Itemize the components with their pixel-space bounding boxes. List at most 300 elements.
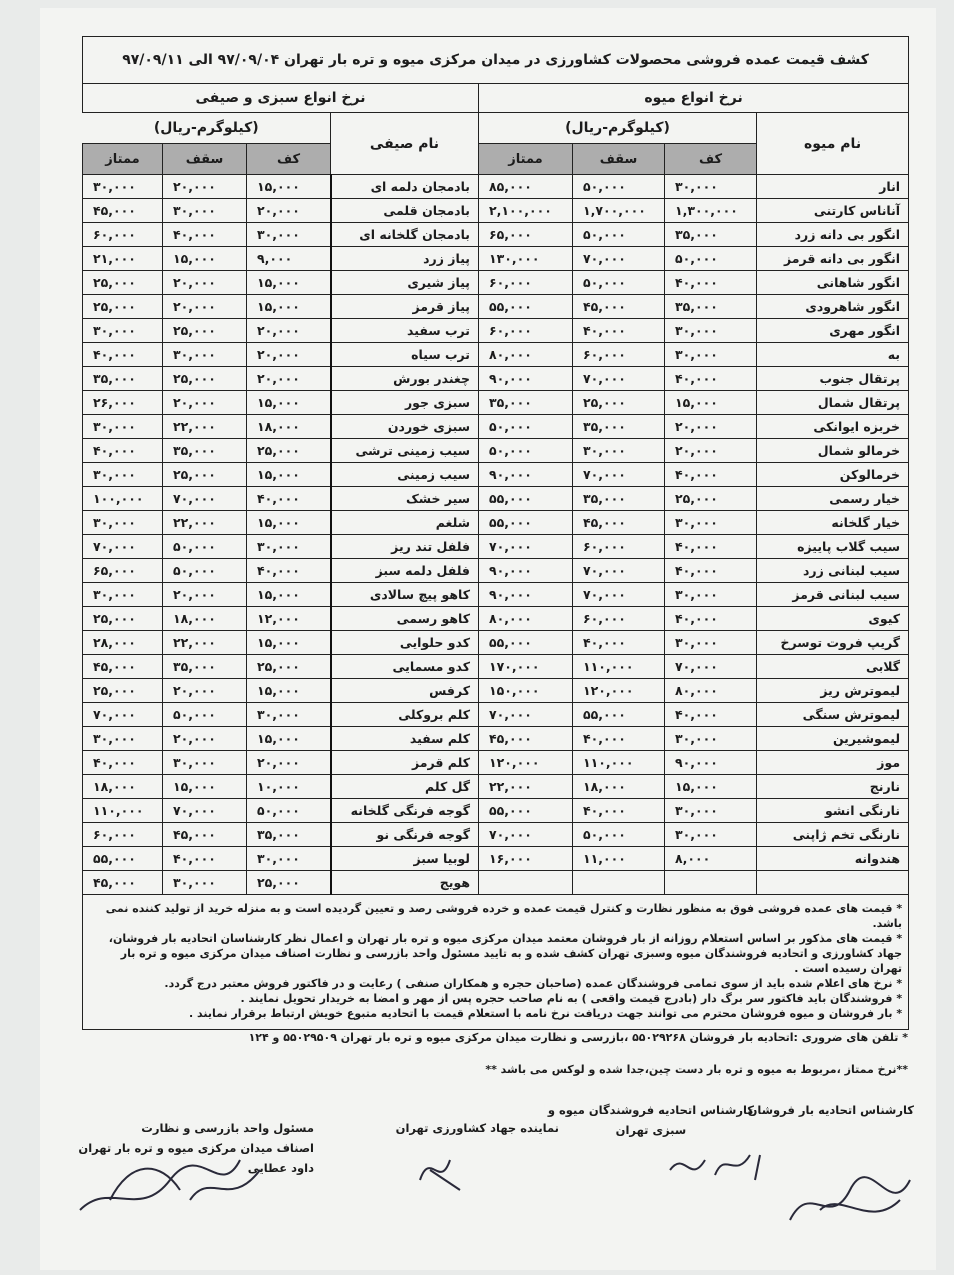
notes-box bbox=[83, 895, 909, 1030]
veg-premium-cell: ۳۵,۰۰۰ bbox=[83, 367, 163, 391]
fruit-min-cell: ۹۰,۰۰۰ bbox=[665, 751, 757, 775]
fruit-max-cell: ۷۰,۰۰۰ bbox=[573, 463, 665, 487]
fruit-premium-cell: ۱۷۰,۰۰۰ bbox=[479, 655, 573, 679]
veg-premium-cell: ۳۰,۰۰۰ bbox=[83, 727, 163, 751]
veg-min-header: کف bbox=[247, 144, 331, 175]
fruit-max-cell bbox=[573, 871, 665, 895]
veg-premium-cell: ۱۱۰,۰۰۰ bbox=[83, 799, 163, 823]
veg-name-cell: فلفل دلمه سبز bbox=[331, 559, 479, 583]
fruit-name-cell: به bbox=[757, 343, 909, 367]
price-table-container bbox=[82, 36, 908, 1030]
signature-bar-sellers bbox=[748, 1100, 914, 1120]
veg-premium-cell: ۴۵,۰۰۰ bbox=[83, 871, 163, 895]
fruit-name-cell: خرمالوکن bbox=[757, 463, 909, 487]
table-row bbox=[83, 871, 909, 895]
fruit-max-cell: ۳۰,۰۰۰ bbox=[573, 439, 665, 463]
fruit-name-cell: موز bbox=[757, 751, 909, 775]
fruit-max-cell: ۲۵,۰۰۰ bbox=[573, 391, 665, 415]
fruit-min-cell: ۳۰,۰۰۰ bbox=[665, 799, 757, 823]
fruit-min-header: کف bbox=[665, 144, 757, 175]
table-row bbox=[83, 295, 909, 319]
veg-name-cell: کدو مسمایی bbox=[331, 655, 479, 679]
veg-max-cell: ۲۰,۰۰۰ bbox=[163, 295, 247, 319]
veg-max-cell: ۵۰,۰۰۰ bbox=[163, 535, 247, 559]
veg-min-cell: ۲۵,۰۰۰ bbox=[247, 655, 331, 679]
signature-title-3: نماینده جهاد کشاورزی تهران bbox=[395, 1121, 559, 1135]
fruit-max-cell: ۷۰,۰۰۰ bbox=[573, 367, 665, 391]
veg-max-cell: ۲۲,۰۰۰ bbox=[163, 415, 247, 439]
handwritten-signature-4 bbox=[780, 1160, 930, 1240]
veg-name-cell: فلفل تند ریز bbox=[331, 535, 479, 559]
fruit-min-cell: ۳۵,۰۰۰ bbox=[665, 223, 757, 247]
fruit-max-cell: ۷۰,۰۰۰ bbox=[573, 559, 665, 583]
veg-name-cell: بادمجان قلمی bbox=[331, 199, 479, 223]
fruit-premium-cell: ۹۰,۰۰۰ bbox=[479, 583, 573, 607]
table-row bbox=[83, 559, 909, 583]
fruit-max-cell: ۵۰,۰۰۰ bbox=[573, 223, 665, 247]
table-row bbox=[83, 583, 909, 607]
fruit-max-cell: ۴۰,۰۰۰ bbox=[573, 319, 665, 343]
signature-title-4a: مسئول واحد بازرسی و نظارت bbox=[141, 1121, 314, 1135]
veg-max-cell: ۵۰,۰۰۰ bbox=[163, 559, 247, 583]
price-rows bbox=[83, 175, 909, 895]
veg-name-cell: کدو حلوایی bbox=[331, 631, 479, 655]
fruit-max-cell: ۵۵,۰۰۰ bbox=[573, 703, 665, 727]
veg-name-cell: شلغم bbox=[331, 511, 479, 535]
fruit-max-cell: ۱۲۰,۰۰۰ bbox=[573, 679, 665, 703]
veg-name-cell: کلم بروکلی bbox=[331, 703, 479, 727]
fruit-min-cell: ۸,۰۰۰ bbox=[665, 847, 757, 871]
table-row bbox=[83, 823, 909, 847]
fruit-premium-cell: ۴۵,۰۰۰ bbox=[479, 727, 573, 751]
veg-max-header: سقف bbox=[163, 144, 247, 175]
fruit-min-cell: ۲۰,۰۰۰ bbox=[665, 439, 757, 463]
fruit-section-title: نرخ انواع میوه bbox=[479, 84, 909, 113]
fruit-max-cell: ۴۰,۰۰۰ bbox=[573, 631, 665, 655]
veg-max-cell: ۲۵,۰۰۰ bbox=[163, 367, 247, 391]
veg-max-cell: ۲۲,۰۰۰ bbox=[163, 511, 247, 535]
fruit-max-header: سقف bbox=[573, 144, 665, 175]
fruit-premium-cell: ۵۵,۰۰۰ bbox=[479, 511, 573, 535]
fruit-name-cell: خربزه ایوانکی bbox=[757, 415, 909, 439]
fruit-min-cell: ۱۵,۰۰۰ bbox=[665, 391, 757, 415]
veg-max-cell: ۳۰,۰۰۰ bbox=[163, 871, 247, 895]
fruit-name-cell: انار bbox=[757, 175, 909, 199]
fruit-max-cell: ۱۱,۰۰۰ bbox=[573, 847, 665, 871]
veg-premium-cell: ۲۵,۰۰۰ bbox=[83, 607, 163, 631]
signature-fruit-sellers bbox=[548, 1100, 754, 1140]
table-row bbox=[83, 415, 909, 439]
veg-name-cell: پیاز قرمز bbox=[331, 295, 479, 319]
fruit-min-cell: ۵۰,۰۰۰ bbox=[665, 247, 757, 271]
veg-min-cell: ۳۰,۰۰۰ bbox=[247, 847, 331, 871]
veg-name-cell: ترب سفید bbox=[331, 319, 479, 343]
fruit-max-cell: ۷۰,۰۰۰ bbox=[573, 583, 665, 607]
veg-min-cell: ۲۰,۰۰۰ bbox=[247, 199, 331, 223]
veg-min-cell: ۲۰,۰۰۰ bbox=[247, 343, 331, 367]
fruit-name-cell: انگور شاهرودی bbox=[757, 295, 909, 319]
fruit-name-cell: سیب لبنانی زرد bbox=[757, 559, 909, 583]
fruit-premium-cell: ۹۰,۰۰۰ bbox=[479, 559, 573, 583]
table-row bbox=[83, 727, 909, 751]
veg-max-cell: ۱۵,۰۰۰ bbox=[163, 775, 247, 799]
veg-name-cell: پیاز زرد bbox=[331, 247, 479, 271]
fruit-premium-cell: ۵۰,۰۰۰ bbox=[479, 415, 573, 439]
veg-min-cell: ۱۵,۰۰۰ bbox=[247, 511, 331, 535]
fruit-min-cell: ۳۰,۰۰۰ bbox=[665, 175, 757, 199]
veg-min-cell: ۱۵,۰۰۰ bbox=[247, 583, 331, 607]
veg-max-cell: ۲۰,۰۰۰ bbox=[163, 679, 247, 703]
fruit-name-cell: انگور بی دانه قرمز bbox=[757, 247, 909, 271]
veg-min-cell: ۲۰,۰۰۰ bbox=[247, 751, 331, 775]
veg-min-cell: ۱۵,۰۰۰ bbox=[247, 679, 331, 703]
fruit-premium-cell: ۷۰,۰۰۰ bbox=[479, 823, 573, 847]
fruit-max-cell: ۵۰,۰۰۰ bbox=[573, 271, 665, 295]
fruit-name-cell: خرمالو شمال bbox=[757, 439, 909, 463]
signature-name-4: داود عطایی bbox=[247, 1161, 314, 1175]
veg-min-cell: ۱۵,۰۰۰ bbox=[247, 391, 331, 415]
veg-min-cell: ۹,۰۰۰ bbox=[247, 247, 331, 271]
veg-premium-cell: ۳۰,۰۰۰ bbox=[83, 463, 163, 487]
fruit-max-cell: ۴۵,۰۰۰ bbox=[573, 295, 665, 319]
fruit-min-cell: ۳۰,۰۰۰ bbox=[665, 511, 757, 535]
fruit-max-cell: ۱۱۰,۰۰۰ bbox=[573, 655, 665, 679]
fruit-name-cell: گلابی bbox=[757, 655, 909, 679]
table-row bbox=[83, 511, 909, 535]
veg-name-cell: بادمجان دلمه ای bbox=[331, 175, 479, 199]
fruit-premium-cell: ۵۵,۰۰۰ bbox=[479, 631, 573, 655]
veg-min-cell: ۳۰,۰۰۰ bbox=[247, 223, 331, 247]
veg-max-cell: ۲۰,۰۰۰ bbox=[163, 583, 247, 607]
table-row bbox=[83, 631, 909, 655]
fruit-min-cell: ۸۰,۰۰۰ bbox=[665, 679, 757, 703]
veg-max-cell: ۳۰,۰۰۰ bbox=[163, 199, 247, 223]
veg-min-cell: ۲۰,۰۰۰ bbox=[247, 319, 331, 343]
table-row bbox=[83, 439, 909, 463]
fruit-premium-cell: ۳۵,۰۰۰ bbox=[479, 391, 573, 415]
veg-min-cell: ۱۵,۰۰۰ bbox=[247, 463, 331, 487]
fruit-name-cell: پرتقال شمال bbox=[757, 391, 909, 415]
fruit-max-cell: ۱۸,۰۰۰ bbox=[573, 775, 665, 799]
veg-max-cell: ۲۵,۰۰۰ bbox=[163, 319, 247, 343]
table-row bbox=[83, 271, 909, 295]
signature-agriculture bbox=[396, 1118, 559, 1138]
table-row bbox=[83, 799, 909, 823]
veg-premium-cell: ۶۵,۰۰۰ bbox=[83, 559, 163, 583]
veg-name-cell: سیب زمینی ترشی bbox=[331, 439, 479, 463]
signature-title-4b: اصناف میدان مرکزی میوه و تره بار تهران bbox=[78, 1141, 314, 1155]
table-row bbox=[83, 367, 909, 391]
note-1: * قیمت های عمده فروشی فوق به منظور نظارت و کنترل قیمت عمده و خرده فروشی رصد و تعیین گردیده است و به منزله خرید از تولید کننده نمی باشد. bbox=[105, 902, 903, 930]
fruit-name-cell: لیموشیرین bbox=[757, 727, 909, 751]
signature-title-2b: سبزی تهران bbox=[615, 1123, 687, 1137]
fruit-max-cell: ۶۰,۰۰۰ bbox=[573, 535, 665, 559]
veg-min-cell: ۱۵,۰۰۰ bbox=[247, 727, 331, 751]
fruit-name-cell: نارنگی انشو bbox=[757, 799, 909, 823]
veg-name-cell: سبزی جور bbox=[331, 391, 479, 415]
veg-max-cell: ۲۰,۰۰۰ bbox=[163, 175, 247, 199]
signature-title-2a: کارشناس اتحادیه فروشندگان میوه و bbox=[547, 1103, 754, 1117]
fruit-min-cell: ۳۰,۰۰۰ bbox=[665, 823, 757, 847]
fruit-min-cell: ۴۰,۰۰۰ bbox=[665, 367, 757, 391]
veg-max-cell: ۱۵,۰۰۰ bbox=[163, 247, 247, 271]
fruit-premium-cell: ۹۰,۰۰۰ bbox=[479, 463, 573, 487]
veg-min-cell: ۱۰,۰۰۰ bbox=[247, 775, 331, 799]
veg-max-cell: ۲۰,۰۰۰ bbox=[163, 391, 247, 415]
fruit-max-cell: ۵۰,۰۰۰ bbox=[573, 175, 665, 199]
fruit-name-cell: کیوی bbox=[757, 607, 909, 631]
table-row bbox=[83, 247, 909, 271]
veg-premium-cell: ۳۰,۰۰۰ bbox=[83, 319, 163, 343]
signature-title-1: کارشناس اتحادیه بار فروشان bbox=[747, 1103, 914, 1117]
veg-premium-cell: ۶۰,۰۰۰ bbox=[83, 823, 163, 847]
veg-name-cell: لوبیا سبز bbox=[331, 847, 479, 871]
table-row bbox=[83, 319, 909, 343]
veg-premium-cell: ۲۵,۰۰۰ bbox=[83, 271, 163, 295]
table-row bbox=[83, 487, 909, 511]
veg-premium-cell: ۵۵,۰۰۰ bbox=[83, 847, 163, 871]
fruit-max-cell: ۷۰,۰۰۰ bbox=[573, 247, 665, 271]
veg-max-cell: ۱۸,۰۰۰ bbox=[163, 607, 247, 631]
veg-name-cell: ترب سیاه bbox=[331, 343, 479, 367]
fruit-premium-cell: ۸۵,۰۰۰ bbox=[479, 175, 573, 199]
fruit-name-cell: گریپ فروت توسرخ bbox=[757, 631, 909, 655]
fruit-premium-cell: ۶۵,۰۰۰ bbox=[479, 223, 573, 247]
fruit-premium-cell: ۶۰,۰۰۰ bbox=[479, 319, 573, 343]
fruit-min-cell bbox=[665, 871, 757, 895]
fruit-premium-cell: ۸۰,۰۰۰ bbox=[479, 607, 573, 631]
veg-name-cell: کرفس bbox=[331, 679, 479, 703]
fruit-name-cell: سیب گلاب پاییزه bbox=[757, 535, 909, 559]
table-row bbox=[83, 679, 909, 703]
table-row bbox=[83, 175, 909, 199]
handwritten-signature-3 bbox=[660, 1140, 780, 1200]
fruit-max-cell: ۶۰,۰۰۰ bbox=[573, 607, 665, 631]
fruit-min-cell: ۳۰,۰۰۰ bbox=[665, 343, 757, 367]
veg-premium-cell: ۴۰,۰۰۰ bbox=[83, 343, 163, 367]
fruit-min-cell: ۲۰,۰۰۰ bbox=[665, 415, 757, 439]
fruit-max-cell: ۴۵,۰۰۰ bbox=[573, 511, 665, 535]
veg-name-cell: کلم قرمز bbox=[331, 751, 479, 775]
veg-max-cell: ۳۰,۰۰۰ bbox=[163, 751, 247, 775]
note-phones: * تلفن های ضروری :اتحادیه بار فروشان ۵۵۰۲۹۲۶۸ ،بازرسی و نظارت میدان مرکزی میوه و تره بار تهران ۵۵۰۲۹۵۰۹ و ۱۲۴ bbox=[248, 1031, 908, 1044]
veg-premium-cell: ۳۰,۰۰۰ bbox=[83, 511, 163, 535]
veg-name-cell: هویج bbox=[331, 871, 479, 895]
fruit-name-cell: سیب لبنانی قرمز bbox=[757, 583, 909, 607]
veg-min-cell: ۱۵,۰۰۰ bbox=[247, 295, 331, 319]
veg-premium-cell: ۴۰,۰۰۰ bbox=[83, 439, 163, 463]
fruit-premium-cell: ۵۵,۰۰۰ bbox=[479, 799, 573, 823]
veg-max-cell: ۲۲,۰۰۰ bbox=[163, 631, 247, 655]
fruit-name-cell: نارنج bbox=[757, 775, 909, 799]
veg-min-cell: ۴۰,۰۰۰ bbox=[247, 559, 331, 583]
veg-premium-cell: ۲۱,۰۰۰ bbox=[83, 247, 163, 271]
fruit-max-cell: ۶۰,۰۰۰ bbox=[573, 343, 665, 367]
fruit-max-cell: ۵۰,۰۰۰ bbox=[573, 823, 665, 847]
veg-min-cell: ۱۲,۰۰۰ bbox=[247, 607, 331, 631]
veg-min-cell: ۱۸,۰۰۰ bbox=[247, 415, 331, 439]
veg-min-cell: ۳۵,۰۰۰ bbox=[247, 823, 331, 847]
fruit-name-cell: انگور مهری bbox=[757, 319, 909, 343]
veg-min-cell: ۱۵,۰۰۰ bbox=[247, 175, 331, 199]
fruit-name-cell bbox=[757, 871, 909, 895]
note-2: * قیمت های مذکور بر اساس استعلام روزانه از بار فروشان معتمد میدان مرکزی میوه و تره بار تهران و اعمال نظر کارشناسان اتحادیه بار فروشان، جهاد کشاورزی و اتحادیه فروشندگان میوه وسبزی تهران کشف شده و به تایید مسئول واحد بازرسی و نظارت اصناف میدان مرکزی میوه و تره بار تهران رسیده است . bbox=[108, 932, 903, 975]
veg-max-cell: ۳۵,۰۰۰ bbox=[163, 439, 247, 463]
fruit-unit-label: (کیلوگرم-ریال) bbox=[479, 113, 757, 144]
handwritten-signature-1 bbox=[70, 1140, 290, 1230]
veg-min-cell: ۵۰,۰۰۰ bbox=[247, 799, 331, 823]
fruit-name-cell: انگور بی دانه زرد bbox=[757, 223, 909, 247]
veg-max-cell: ۴۰,۰۰۰ bbox=[163, 223, 247, 247]
fruit-premium-cell: ۱۳۰,۰۰۰ bbox=[479, 247, 573, 271]
fruit-min-cell: ۴۰,۰۰۰ bbox=[665, 559, 757, 583]
fruit-min-cell: ۳۵,۰۰۰ bbox=[665, 295, 757, 319]
veg-max-cell: ۷۰,۰۰۰ bbox=[163, 487, 247, 511]
fruit-premium-cell: ۲,۱۰۰,۰۰۰ bbox=[479, 199, 573, 223]
fruit-premium-cell: ۵۵,۰۰۰ bbox=[479, 487, 573, 511]
veg-name-cell: کلم سفید bbox=[331, 727, 479, 751]
veg-max-cell: ۲۵,۰۰۰ bbox=[163, 463, 247, 487]
fruit-name-cell: هندوانه bbox=[757, 847, 909, 871]
note-3: * نرخ های اعلام شده باید از سوی تمامی فروشندگان عمده (صاحبان حجره و همکاران صنفی ) رعایت و در فاکتور فروش معتبر درج گردد. bbox=[164, 977, 903, 990]
fruit-premium-cell: ۱۲۰,۰۰۰ bbox=[479, 751, 573, 775]
fruit-premium-cell: ۶۰,۰۰۰ bbox=[479, 271, 573, 295]
veg-max-cell: ۵۰,۰۰۰ bbox=[163, 703, 247, 727]
veg-name-cell: سبزی خوردن bbox=[331, 415, 479, 439]
table-row bbox=[83, 223, 909, 247]
price-table bbox=[82, 36, 909, 1030]
note-4: * فروشندگان باید فاکتور سر برگ دار (بادرج قیمت واقعی ) به نام صاحب حجره پس از مهر و امضا به خریدار تحویل نمایند . bbox=[240, 992, 903, 1005]
table-row bbox=[83, 343, 909, 367]
veg-premium-header: ممتاز bbox=[83, 144, 163, 175]
veg-premium-cell: ۴۵,۰۰۰ bbox=[83, 199, 163, 223]
fruit-name-cell: پرتقال جنوب bbox=[757, 367, 909, 391]
veg-section-title: نرخ انواع سبزی و صیفی bbox=[83, 84, 479, 113]
table-row bbox=[83, 751, 909, 775]
fruit-premium-cell: ۱۶,۰۰۰ bbox=[479, 847, 573, 871]
veg-premium-cell: ۷۰,۰۰۰ bbox=[83, 703, 163, 727]
veg-min-cell: ۱۵,۰۰۰ bbox=[247, 271, 331, 295]
veg-premium-cell: ۱۰۰,۰۰۰ bbox=[83, 487, 163, 511]
veg-min-cell: ۲۵,۰۰۰ bbox=[247, 439, 331, 463]
fruit-min-cell: ۴۰,۰۰۰ bbox=[665, 703, 757, 727]
fruit-max-cell: ۳۵,۰۰۰ bbox=[573, 487, 665, 511]
veg-premium-cell: ۲۵,۰۰۰ bbox=[83, 295, 163, 319]
table-row bbox=[83, 775, 909, 799]
veg-name-cell: گوجه فرنگی گلخانه bbox=[331, 799, 479, 823]
fruit-premium-cell: ۹۰,۰۰۰ bbox=[479, 367, 573, 391]
veg-premium-cell: ۳۰,۰۰۰ bbox=[83, 175, 163, 199]
fruit-premium-cell: ۷۰,۰۰۰ bbox=[479, 703, 573, 727]
veg-max-cell: ۲۰,۰۰۰ bbox=[163, 727, 247, 751]
fruit-min-cell: ۳۰,۰۰۰ bbox=[665, 319, 757, 343]
fruit-name-cell: نارنگی تخم ژاپنی bbox=[757, 823, 909, 847]
table-row bbox=[83, 463, 909, 487]
veg-premium-cell: ۴۰,۰۰۰ bbox=[83, 751, 163, 775]
table-row bbox=[83, 703, 909, 727]
fruit-min-cell: ۳۰,۰۰۰ bbox=[665, 583, 757, 607]
fruit-min-cell: ۴۰,۰۰۰ bbox=[665, 607, 757, 631]
fruit-name-cell: خیار رسمی bbox=[757, 487, 909, 511]
veg-name-header: نام صیفی bbox=[331, 113, 479, 175]
fruit-min-cell: ۴۰,۰۰۰ bbox=[665, 271, 757, 295]
veg-max-cell: ۳۰,۰۰۰ bbox=[163, 343, 247, 367]
fruit-name-cell: لیموترش ریز bbox=[757, 679, 909, 703]
fruit-max-cell: ۴۰,۰۰۰ bbox=[573, 727, 665, 751]
veg-min-cell: ۲۰,۰۰۰ bbox=[247, 367, 331, 391]
fruit-name-cell: خیار گلخانه bbox=[757, 511, 909, 535]
veg-max-cell: ۴۵,۰۰۰ bbox=[163, 823, 247, 847]
fruit-min-cell: ۳۰,۰۰۰ bbox=[665, 727, 757, 751]
fruit-min-cell: ۴۰,۰۰۰ bbox=[665, 535, 757, 559]
table-row bbox=[83, 535, 909, 559]
fruit-premium-header: ممتاز bbox=[479, 144, 573, 175]
veg-min-cell: ۳۰,۰۰۰ bbox=[247, 535, 331, 559]
fruit-premium-cell: ۲۲,۰۰۰ bbox=[479, 775, 573, 799]
fruit-min-cell: ۱۵,۰۰۰ bbox=[665, 775, 757, 799]
veg-max-cell: ۷۰,۰۰۰ bbox=[163, 799, 247, 823]
veg-premium-cell: ۳۰,۰۰۰ bbox=[83, 415, 163, 439]
table-row bbox=[83, 655, 909, 679]
fruit-max-cell: ۴۰,۰۰۰ bbox=[573, 799, 665, 823]
table-row bbox=[83, 607, 909, 631]
veg-max-cell: ۴۰,۰۰۰ bbox=[163, 847, 247, 871]
veg-premium-cell: ۲۸,۰۰۰ bbox=[83, 631, 163, 655]
fruit-min-cell: ۴۰,۰۰۰ bbox=[665, 463, 757, 487]
veg-min-cell: ۳۰,۰۰۰ bbox=[247, 703, 331, 727]
fruit-min-cell: ۲۵,۰۰۰ bbox=[665, 487, 757, 511]
fruit-premium-cell: ۵۰,۰۰۰ bbox=[479, 439, 573, 463]
fruit-premium-cell: ۵۵,۰۰۰ bbox=[479, 295, 573, 319]
fruit-premium-cell: ۸۰,۰۰۰ bbox=[479, 343, 573, 367]
veg-premium-cell: ۲۶,۰۰۰ bbox=[83, 391, 163, 415]
veg-name-cell: گوجه فرنگی نو bbox=[331, 823, 479, 847]
veg-name-cell: گل کلم bbox=[331, 775, 479, 799]
veg-max-cell: ۲۰,۰۰۰ bbox=[163, 271, 247, 295]
fruit-min-cell: ۱,۳۰۰,۰۰۰ bbox=[665, 199, 757, 223]
veg-name-cell: کاهو رسمی bbox=[331, 607, 479, 631]
note-5: * بار فروشان و میوه فروشان محترم می توانند جهت دریافت نرخ نامه با استعلام قیمت با اتحادیه متبوع خویش ارتباط برقرار نمایند . bbox=[189, 1007, 903, 1020]
veg-min-cell: ۲۵,۰۰۰ bbox=[247, 871, 331, 895]
fruit-min-cell: ۷۰,۰۰۰ bbox=[665, 655, 757, 679]
table-row bbox=[83, 199, 909, 223]
veg-min-cell: ۴۰,۰۰۰ bbox=[247, 487, 331, 511]
fruit-name-cell: لیموترش سنگی bbox=[757, 703, 909, 727]
veg-name-cell: سیب زمینی bbox=[331, 463, 479, 487]
veg-name-cell: چغندر بورش bbox=[331, 367, 479, 391]
veg-premium-cell: ۴۵,۰۰۰ bbox=[83, 655, 163, 679]
fruit-max-cell: ۳۵,۰۰۰ bbox=[573, 415, 665, 439]
veg-premium-cell: ۲۵,۰۰۰ bbox=[83, 679, 163, 703]
fruit-premium-cell: ۷۰,۰۰۰ bbox=[479, 535, 573, 559]
veg-min-cell: ۱۵,۰۰۰ bbox=[247, 631, 331, 655]
fruit-premium-cell: ۱۵۰,۰۰۰ bbox=[479, 679, 573, 703]
premium-note: **نرخ ممتاز ،مربوط به میوه و تره بار دست چین،جدا شده و لوکس می باشد ** bbox=[485, 1063, 908, 1076]
document-title: کشف قیمت عمده فروشی محصولات کشاورزی در میدان مرکزی میوه و تره بار تهران ۹۷/۰۹/۰۴ الی ۹۷/۰۹/۱۱ bbox=[83, 37, 909, 84]
veg-name-cell: بادمجان گلخانه ای bbox=[331, 223, 479, 247]
fruit-name-cell: انگور شاهانی bbox=[757, 271, 909, 295]
fruit-premium-cell bbox=[479, 871, 573, 895]
veg-unit-label: (کیلوگرم-ریال) bbox=[83, 113, 331, 144]
veg-premium-cell: ۶۰,۰۰۰ bbox=[83, 223, 163, 247]
table-row bbox=[83, 391, 909, 415]
handwritten-signature-2 bbox=[400, 1140, 480, 1200]
fruit-max-cell: ۱,۷۰۰,۰۰۰ bbox=[573, 199, 665, 223]
fruit-min-cell: ۳۰,۰۰۰ bbox=[665, 631, 757, 655]
veg-max-cell: ۳۵,۰۰۰ bbox=[163, 655, 247, 679]
fruit-max-cell: ۱۱۰,۰۰۰ bbox=[573, 751, 665, 775]
veg-name-cell: سیر خشک bbox=[331, 487, 479, 511]
